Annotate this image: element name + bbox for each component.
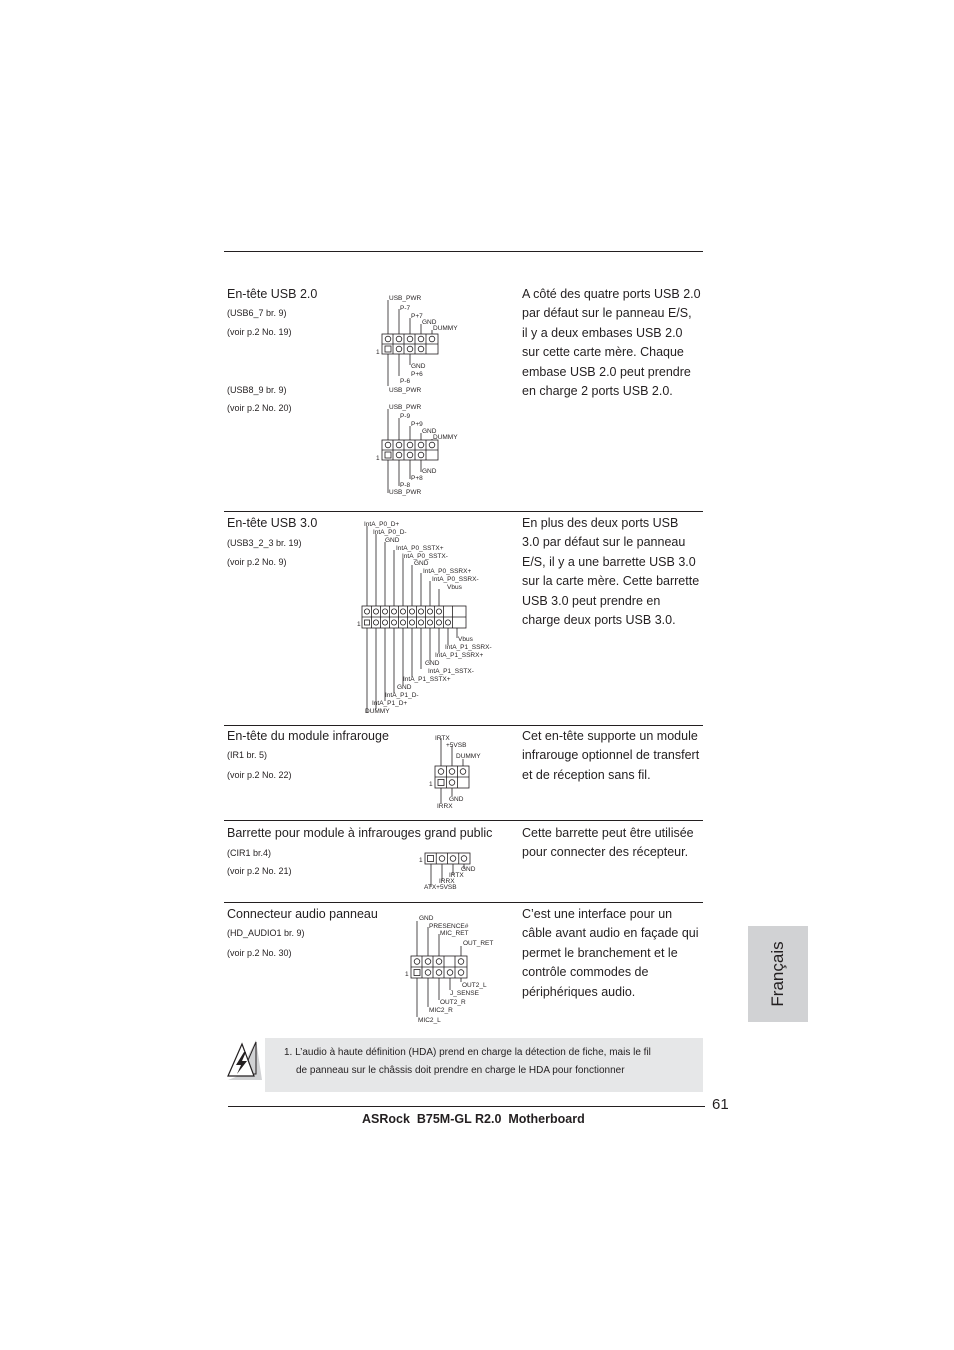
section-rule — [224, 511, 703, 512]
pin-label: USB_PWR — [389, 404, 422, 411]
pin-label: MIC2_R — [429, 1007, 453, 1014]
ir-page: (voir p.2 No. 22) — [227, 770, 292, 780]
pin-label: IRTX — [449, 872, 464, 879]
section-rule — [224, 902, 703, 903]
pin-label: IntA_P1_SSTX- — [428, 668, 474, 675]
note-line-1: 1. L’audio à haute définition (HDA) prend en charge la détection de fiche, mais le fil — [284, 1047, 651, 1058]
pin-label: P+7 — [411, 313, 423, 320]
pin-label: IntA_P1_SSTX+ — [403, 676, 451, 683]
ir-title: En-tête du module infrarouge — [227, 729, 389, 743]
pin-label: J_SENSE — [450, 990, 479, 997]
audio-title: Connecteur audio panneau — [227, 907, 378, 921]
pin-label: IntA_P0_SSRX+ — [423, 568, 472, 575]
usb3-header-diagram — [356, 520, 496, 720]
audio-header-diagram — [404, 910, 504, 1030]
pin-label: OUT_RET — [463, 940, 494, 947]
ir-header-diagram — [428, 732, 508, 812]
audio-ref: (HD_AUDIO1 br. 9) — [227, 928, 305, 938]
pin-one-marker: 1 — [429, 781, 433, 788]
audio-description: C’est une interface pour un câble avant audio en façade qui permet le branchement et le contrôle commodes de périphériques audio. — [522, 907, 699, 999]
pin-label: IntA_P0_SSTX+ — [396, 545, 444, 552]
pin-label: DUMMY — [456, 753, 481, 760]
page-number: 61 — [712, 1096, 729, 1113]
usb2-description: A côté des quatre ports USB 2.0 par défaut sur le panneau E/S, il y a deux embases USB 2.0 sur cette carte mère. Chaque embase USB 2.0 peut prendre en charge 2 ports USB 2.0. — [522, 287, 701, 399]
pin-label: GND — [411, 363, 426, 370]
pin-label: DUMMY — [433, 325, 458, 332]
footer-rule — [228, 1106, 705, 1107]
footer-product: ASRock B75M-GL R2.0 Motherboard — [362, 1112, 585, 1126]
language-tab — [748, 926, 808, 1022]
pin-label: IRRX — [439, 878, 455, 885]
pin-label: P-7 — [400, 305, 411, 312]
pin-label: GND — [419, 915, 434, 922]
pin-one-marker: 1 — [376, 349, 380, 356]
note-box — [265, 1038, 703, 1092]
pin-label: IntA_P0_D+ — [364, 521, 400, 528]
pin-label: Vbus — [447, 584, 462, 591]
top-rule — [224, 251, 703, 252]
pin-label: P+9 — [411, 421, 423, 428]
pin-label: IntA_P0_D- — [373, 529, 407, 536]
pin-label: IRTX — [435, 735, 450, 742]
pin-label: P+8 — [411, 475, 423, 482]
pin-label: GND — [461, 866, 476, 873]
warning-icon — [222, 1036, 266, 1082]
pin-label: P-8 — [400, 482, 411, 489]
cir-description: Cette barrette peut être utilisée pour connecter des récepteur. — [522, 826, 694, 860]
usb3-page: (voir p.2 No. 9) — [227, 557, 287, 567]
pin-label: GND — [425, 660, 440, 667]
pin-label: IRRX — [437, 803, 453, 810]
cir-title: Barrette pour module à infrarouges grand public — [227, 826, 493, 840]
pin-one-marker: 1 — [376, 455, 380, 462]
pin-label: USB_PWR — [389, 387, 422, 394]
pin-label: GND — [397, 684, 412, 691]
section-rule — [224, 820, 703, 821]
pin-label: P+6 — [411, 371, 423, 378]
pin-label: MIC2_L — [418, 1017, 441, 1024]
cir-ref: (CIR1 br.4) — [227, 848, 272, 858]
pin-label: P-9 — [400, 413, 411, 420]
pin-label: GND — [385, 537, 400, 544]
section-rule — [224, 725, 703, 726]
pin-label: GND — [422, 468, 437, 475]
usb3-description: En plus des deux ports USB 3.0 par défaut sur le panneau E/S, il y a une barrette USB 3.0 sur la carte mère. Cette barrette USB 3.0 peut prendre en charge deux ports USB 3.0. — [522, 516, 700, 628]
pin-label: GND — [422, 428, 437, 435]
ir-description: Cet en-tête supporte un module infrarouge optionnel de transfert et de réception sans fil. — [522, 729, 700, 782]
pin-label: IntA_P0_SSRX- — [432, 576, 479, 583]
usb2-title: En-tête USB 2.0 — [227, 287, 318, 301]
pin-label: IntA_P1_D- — [385, 692, 419, 699]
pin-label: +5VSB — [446, 742, 467, 749]
pin-label: IntA_P1_SSRX+ — [435, 652, 484, 659]
pin-one-marker: 1 — [405, 971, 409, 978]
usb2-ref-a: (USB6_7 br. 9) — [227, 308, 287, 318]
pin-label: DUMMY — [433, 434, 458, 441]
usb2-header-b-diagram — [375, 404, 495, 504]
pin-label: P-6 — [400, 378, 411, 385]
pin-label: DUMMY — [365, 708, 390, 715]
pin-label: ATX+5VSB — [424, 884, 457, 891]
pin-label: MIC_RET — [440, 930, 469, 937]
pin-label: PRESENCE# — [429, 923, 469, 930]
pin-label: GND — [414, 560, 429, 567]
usb2-header-a-diagram — [375, 292, 495, 392]
usb2-page-b: (voir p.2 No. 20) — [227, 403, 292, 413]
pin-label: IntA_P0_SSTX- — [402, 553, 448, 560]
pin-label: GND — [422, 319, 437, 326]
usb2-ref-b: (USB8_9 br. 9) — [227, 385, 287, 395]
pin-label: GND — [449, 796, 464, 803]
pin-one-marker: 1 — [419, 857, 423, 864]
pin-label: IntA_P1_SSRX- — [445, 644, 492, 651]
ir-ref: (IR1 br. 5) — [227, 750, 268, 760]
cir-header-diagram — [418, 850, 498, 895]
pin-label: IntA_P1_D+ — [372, 700, 408, 707]
pin-label: USB_PWR — [389, 489, 422, 496]
note-line-2: de panneau sur le châssis doit prendre en charge le HDA pour fonctionner — [296, 1065, 625, 1076]
pin-label: OUT2_L — [462, 982, 487, 989]
pin-label: USB_PWR — [389, 295, 422, 302]
language-tab-label: Français — [768, 941, 787, 1007]
pin-label: OUT2_R — [440, 999, 466, 1006]
pin-one-marker: 1 — [357, 621, 361, 628]
audio-page: (voir p.2 No. 30) — [227, 948, 292, 958]
usb2-page-a: (voir p.2 No. 19) — [227, 327, 292, 337]
usb3-ref: (USB3_2_3 br. 19) — [227, 538, 302, 548]
pin-label: Vbus — [458, 636, 473, 643]
usb3-title: En-tête USB 3.0 — [227, 516, 318, 530]
cir-page: (voir p.2 No. 21) — [227, 866, 292, 876]
